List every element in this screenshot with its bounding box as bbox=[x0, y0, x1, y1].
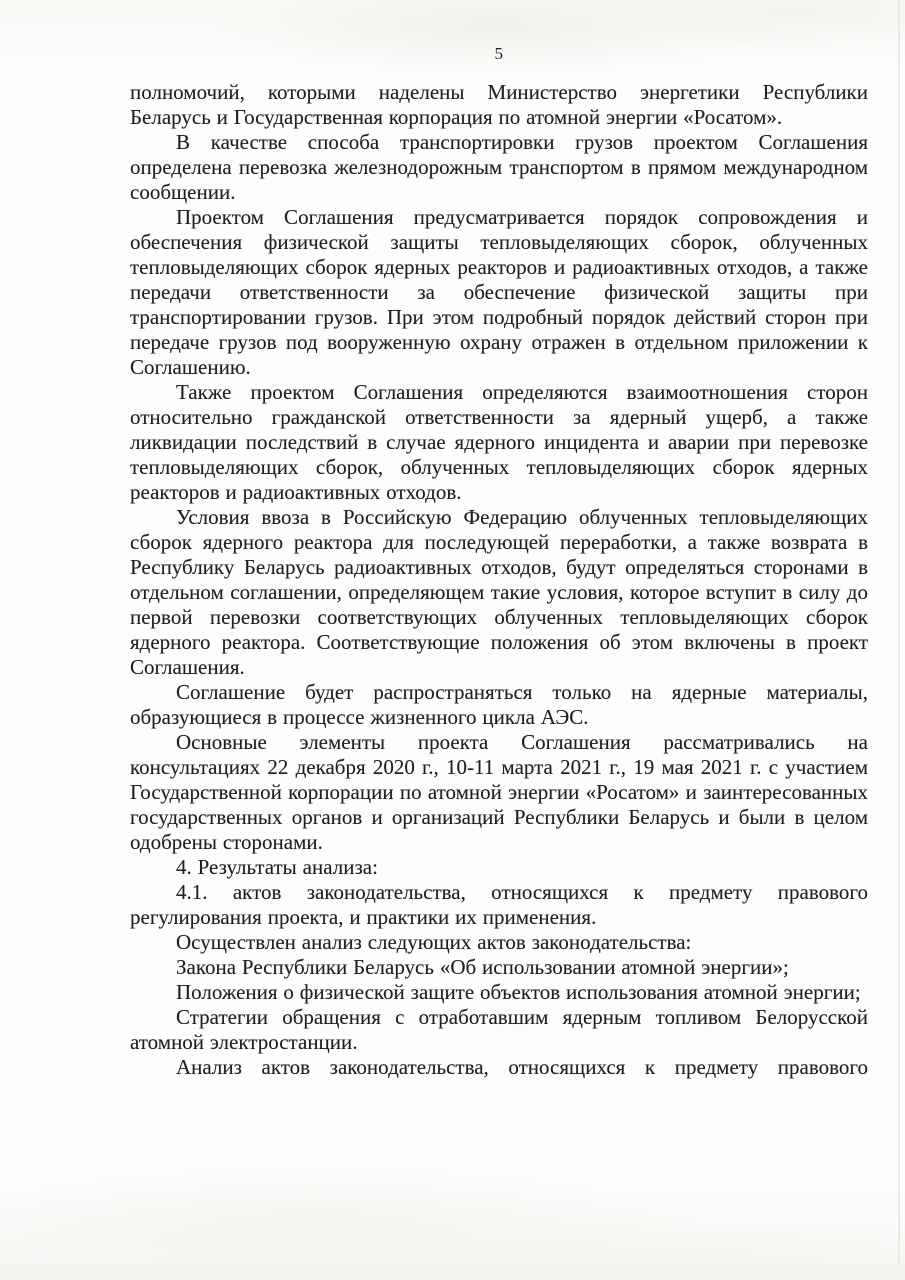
paragraph: Анализ актов законодательства, относящихся к предмету правового bbox=[176, 1055, 868, 1079]
paragraph: Стратегии обращения с отработавшим ядерным топливом Белорусской атомной электростанции. bbox=[130, 1005, 868, 1054]
paragraph: Также проектом Соглашения определяются взаимоотношения сторон относительно гражданской ответственности за ядерный ущерб, а также ликвидации последствий в случае ядерного инцидента и аварии при перевозке тепловыделяющих сборок, облученных тепловыделяющих сборок ядерных реакторов и радиоактивных отходов. bbox=[130, 380, 868, 504]
document-body bbox=[130, 80, 868, 1080]
scan-edge-right bbox=[898, 0, 900, 1280]
paragraph: Основные элементы проекта Соглашения рассматривались на консультациях 22 декабря 2020 г., 10-11 марта 2021 г., 19 мая 2021 г. с участием Государственной корпорации по атомной энергии «Росатом» и заинтересованных государственных органов и организаций Республики Беларусь и были в целом одобрены сторонами. bbox=[130, 730, 868, 854]
scan-edge-bottom-strip bbox=[0, 1265, 905, 1280]
paragraph: 4.1. актов законодательства, относящихся к предмету правового регулирования проекта, и практики их применения. bbox=[130, 880, 868, 929]
paragraph: Осуществлен анализ следующих актов законодательства: bbox=[176, 930, 692, 954]
paragraph: Проектом Соглашения предусматривается порядок сопровождения и обеспечения физической защиты тепловыделяющих сборок, облученных тепловыделяющих сборок ядерных реакторов и радиоактивных отходов, а также передачи ответственности за обеспечение физической защиты при транспортировании грузов. При этом подробный порядок действий сторон при передаче грузов под вооруженную охрану отражен в отдельном приложении к Соглашению. bbox=[130, 205, 868, 379]
paragraph: полномочий, которыми наделены Министерство энергетики Республики Беларусь и Государственная корпорация по атомной энергии «Росатом». bbox=[130, 80, 868, 129]
page-content bbox=[130, 41, 868, 1080]
paragraph: В качестве способа транспортировки грузов проектом Соглашения определена перевозка железнодорожным транспортом в прямом международном сообщении. bbox=[130, 130, 868, 204]
paragraph: Соглашение будет распространяться только на ядерные материалы, образующиеся в процессе жизненного цикла АЭС. bbox=[130, 680, 868, 729]
paragraph: 4. Результаты анализа: bbox=[176, 855, 378, 879]
paragraph: Закона Республики Беларусь «Об использовании атомной энергии»; bbox=[176, 955, 789, 979]
paragraph: Условия ввоза в Российскую Федерацию облученных тепловыделяющих сборок ядерного реактора для последующей переработки, а также возврата в Республику Беларусь радиоактивных отходов, будут определяться сторонами в отдельном соглашении, определяющем такие условия, которое вступит в силу до первой перевозки соответствующих облученных тепловыделяющих сборок ядерного реактора. Соответствующие положения об этом включены в проект Соглашения. bbox=[130, 505, 868, 679]
paragraph: Положения о физической защите объектов использования атомной энергии; bbox=[176, 980, 861, 1004]
page-number: 5 bbox=[494, 44, 504, 63]
